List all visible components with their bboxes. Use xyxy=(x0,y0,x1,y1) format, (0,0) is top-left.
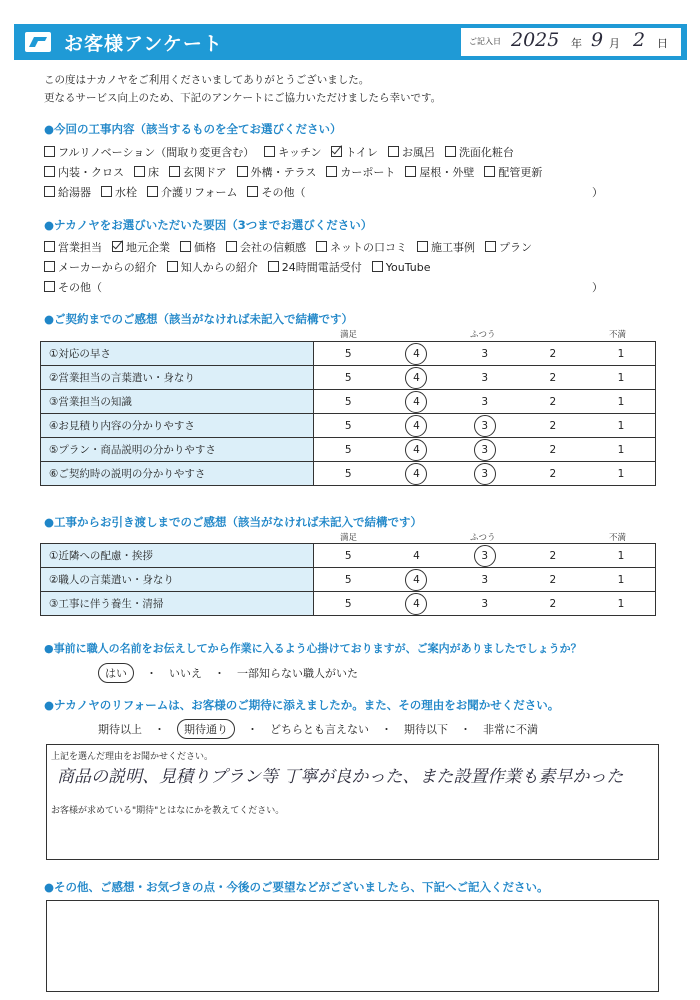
table-row xyxy=(41,568,656,592)
rating-value: 4 xyxy=(405,569,427,591)
rating-cell-4[interactable] xyxy=(382,592,450,616)
checkbox-icon[interactable] xyxy=(44,261,55,272)
checkbox-icon[interactable] xyxy=(226,241,237,252)
rating-value: 5 xyxy=(344,549,352,562)
checkbox-option[interactable] xyxy=(134,164,159,180)
checkbox-label: 価格 xyxy=(194,241,216,254)
intro-line-2: 更なるサービス向上のため、下記のアンケートにご協力いただけましたら幸いです。 xyxy=(44,92,442,104)
checkbox-label: 玄関ドア xyxy=(183,166,227,179)
rating-cell-4[interactable] xyxy=(382,438,450,462)
date-field[interactable] xyxy=(461,28,681,56)
checkbox-label: その他（ xyxy=(58,281,102,294)
checkbox-row xyxy=(44,164,552,180)
checkbox-option[interactable] xyxy=(484,164,542,180)
rating-question: ③工事に伴う養生・清掃 xyxy=(41,592,314,616)
checkbox-icon[interactable] xyxy=(417,241,428,252)
rating-cell-3[interactable] xyxy=(451,342,519,366)
checkbox-label: カーポート xyxy=(340,166,396,179)
rating-question: ③営業担当の知識 xyxy=(41,390,314,414)
reason-handwritten: 商品の説明、見積りプラン等 丁寧が良かった、また設置作業も素早かった xyxy=(57,767,624,787)
table-row xyxy=(41,438,656,462)
rating-value: 1 xyxy=(617,419,625,432)
intro-line-1: この度はナカノヤをご利用くださいましてありがとうございました。 xyxy=(44,74,370,86)
scale-unsatisfied-2: 不満 xyxy=(609,533,627,543)
separator: ・ xyxy=(247,723,258,736)
separator: ・ xyxy=(154,723,165,736)
rating-cell-1[interactable] xyxy=(587,390,656,414)
rating-cell-1[interactable] xyxy=(587,462,656,486)
date-month: 9 xyxy=(591,29,604,51)
rating-cell-3[interactable] xyxy=(451,462,519,486)
checkbox-label: フルリノベーション（間取り変更含む） xyxy=(58,146,255,159)
rating-cell-4[interactable] xyxy=(382,342,450,366)
checkbox-icon[interactable] xyxy=(44,186,55,197)
rating-cell-4[interactable] xyxy=(382,414,450,438)
answer-option[interactable]: はい xyxy=(98,663,134,683)
checkbox-label: 配管更新 xyxy=(498,166,543,179)
checkbox-row xyxy=(44,279,603,295)
rating-cell-2[interactable] xyxy=(519,390,587,414)
rating-cell-1[interactable] xyxy=(587,414,656,438)
scale-neutral: ふつう xyxy=(470,330,496,340)
checkbox-label: お風呂 xyxy=(401,146,435,159)
rating-value: 3 xyxy=(481,371,489,384)
checkbox-label: 水栓 xyxy=(115,186,137,199)
answer-option[interactable]: 非常に不満 xyxy=(483,723,538,736)
checkbox-label: 知人からの紹介 xyxy=(180,261,258,274)
checkbox-option[interactable] xyxy=(44,164,124,180)
date-label: ご記入日 xyxy=(469,37,501,46)
rating-value: 2 xyxy=(549,549,557,562)
checkbox-icon[interactable] xyxy=(372,261,383,272)
rating-question: ②職人の言葉遣い・身なり xyxy=(41,568,314,592)
section-construction-title: ●工事からお引き渡しまでのご感想（該当がなければ未記入で結構です） xyxy=(44,515,423,529)
checkbox-icon[interactable] xyxy=(264,146,275,157)
rating-value: 4 xyxy=(405,367,427,389)
answer-option[interactable]: 期待以下 xyxy=(404,723,448,736)
rating-cell-5[interactable] xyxy=(314,438,383,462)
checkbox-icon[interactable] xyxy=(112,241,123,252)
scale-neutral-2: ふつう xyxy=(470,533,496,543)
rating-value: 3 xyxy=(474,415,496,437)
rating-value: 1 xyxy=(617,597,625,610)
rating-cell-5[interactable] xyxy=(314,544,383,568)
rating-cell-1[interactable] xyxy=(587,544,656,568)
checkbox-label: 給湯器 xyxy=(58,186,91,199)
rating-value: 5 xyxy=(344,597,352,610)
answer-option[interactable]: 期待通り xyxy=(177,719,235,739)
checkbox-option[interactable] xyxy=(268,259,362,275)
checkbox-option[interactable] xyxy=(388,144,435,160)
rating-cell-3[interactable] xyxy=(451,366,519,390)
checkbox-label: 外構・テラス xyxy=(250,166,317,179)
checkbox-icon[interactable] xyxy=(485,241,496,252)
rating-value: 1 xyxy=(617,467,625,480)
checkbox-label: メーカーからの紹介 xyxy=(58,261,157,274)
checkbox-icon[interactable] xyxy=(147,186,158,197)
checkbox-option[interactable] xyxy=(331,144,377,160)
answer-option[interactable]: どちらとも言えない xyxy=(270,723,369,736)
rating-value: 1 xyxy=(617,443,625,456)
checkbox-icon[interactable] xyxy=(44,241,55,252)
rating-cell-3[interactable] xyxy=(451,544,519,568)
rating-value: 3 xyxy=(481,573,489,586)
rating-cell-5[interactable] xyxy=(314,366,383,390)
rating-cell-5[interactable] xyxy=(314,414,383,438)
rating-value: 5 xyxy=(344,371,352,384)
separator: ・ xyxy=(381,723,392,736)
checkbox-option[interactable] xyxy=(226,239,306,255)
checkbox-option[interactable] xyxy=(247,184,305,200)
rating-value: 2 xyxy=(549,371,557,384)
checkbox-icon[interactable] xyxy=(331,146,342,157)
rating-cell-5[interactable] xyxy=(314,342,383,366)
checkbox-label: その他（ xyxy=(261,186,306,199)
expectation-label: お客様が求めている"期待"とはなにかを教えてください。 xyxy=(51,806,285,816)
checkbox-label: 屋根・外壁 xyxy=(419,166,475,179)
rating-cell-5[interactable] xyxy=(314,592,383,616)
rating-value: 2 xyxy=(549,443,557,456)
rating-cell-2[interactable] xyxy=(519,462,587,486)
rating-value: 4 xyxy=(405,343,427,365)
answer-option[interactable]: 一部知らない職人がいた xyxy=(237,667,358,680)
rating-value: 1 xyxy=(617,573,625,586)
checkbox-icon[interactable] xyxy=(167,261,178,272)
rating-cell-3[interactable] xyxy=(451,568,519,592)
rating-cell-2[interactable] xyxy=(519,438,587,462)
rating-value: 5 xyxy=(344,443,352,456)
checkbox-option[interactable] xyxy=(44,144,254,160)
comments-textarea[interactable] xyxy=(46,900,659,992)
checkbox-option[interactable] xyxy=(417,239,475,255)
rating-cell-4[interactable] xyxy=(382,462,450,486)
checkbox-icon[interactable] xyxy=(169,166,180,177)
rating-cell-5[interactable] xyxy=(314,390,383,414)
rating-cell-1[interactable] xyxy=(587,342,656,366)
company-logo-icon xyxy=(24,31,52,53)
separator: ・ xyxy=(460,723,471,736)
rating-value: 4 xyxy=(405,391,427,413)
checkbox-option[interactable] xyxy=(264,144,321,160)
rating-cell-4[interactable] xyxy=(382,544,450,568)
checkbox-label: 内装・クロス xyxy=(58,166,124,179)
rating-value: 4 xyxy=(413,549,420,562)
rating-cell-2[interactable] xyxy=(519,568,587,592)
table-row xyxy=(41,342,656,366)
table-row xyxy=(41,414,656,438)
contract-rating-table xyxy=(40,341,656,486)
table-row xyxy=(41,390,656,414)
rating-question: ①近隣への配慮・挨拶 xyxy=(41,544,314,568)
checkbox-icon[interactable] xyxy=(44,166,55,177)
rating-value: 1 xyxy=(617,347,625,360)
table-row xyxy=(41,366,656,390)
section-contract-title: ●ご契約までのご感想（該当がなければ未記入で結構です） xyxy=(44,312,354,326)
scale-satisfied: 満足 xyxy=(340,330,358,340)
checkbox-icon[interactable] xyxy=(237,166,248,177)
reason-label: 上記を選んだ理由をお聞かせください。 xyxy=(51,752,214,762)
checkbox-icon[interactable] xyxy=(326,166,337,177)
rating-value: 5 xyxy=(344,395,352,408)
table-row xyxy=(41,544,656,568)
section-craftsman-title: ●事前に職人の名前をお伝えしてから作業に入るよう心掛けておりますが、ご案内がありましたでしょうか？ xyxy=(44,642,582,655)
checkbox-option[interactable] xyxy=(147,184,237,200)
checkbox-label: ネットの口コミ xyxy=(330,241,407,254)
section-work-content-title: ●今回の工事内容（該当するものを全てお選びください） xyxy=(44,122,342,136)
rating-value: 2 xyxy=(549,597,557,610)
section-reason-title: ●ナカノヤをお選びいただいた要因（3つまでお選びください） xyxy=(44,218,373,232)
section-expectation-title: ●ナカノヤのリフォームは、お客様のご期待に添えましたか。また、その理由をお聞かせください。 xyxy=(44,698,560,712)
rating-value: 3 xyxy=(474,545,496,567)
checkbox-option[interactable] xyxy=(101,184,137,200)
rating-cell-4[interactable] xyxy=(382,390,450,414)
checkbox-label: プラン xyxy=(499,241,532,254)
table-row xyxy=(41,592,656,616)
checkbox-option[interactable] xyxy=(445,144,514,160)
checkbox-icon[interactable] xyxy=(268,261,279,272)
checkbox-label: 地元企業 xyxy=(126,241,170,254)
answer-option[interactable]: 期待以上 xyxy=(98,723,142,736)
date-year: 2025 xyxy=(511,29,560,51)
checkbox-option[interactable] xyxy=(180,239,216,255)
rating-question: ⑥ご契約時の説明の分かりやすさ xyxy=(41,462,314,486)
rating-question: ⑤プラン・商品説明の分かりやすさ xyxy=(41,438,314,462)
checkbox-row xyxy=(44,184,603,200)
day-unit: 日 xyxy=(657,37,668,50)
checkbox-label: 介護リフォーム xyxy=(161,186,238,199)
checkbox-option[interactable] xyxy=(326,164,395,180)
checkbox-option[interactable] xyxy=(167,259,258,275)
construction-rating-table xyxy=(40,543,656,616)
reason-textarea[interactable] xyxy=(46,744,659,860)
section-comments-title: ●その他、ご感想・お気づきの点・今後のご要望などがございましたら、下記へご記入ください。 xyxy=(44,880,549,894)
checkbox-icon[interactable] xyxy=(247,186,258,197)
rating-cell-1[interactable] xyxy=(587,438,656,462)
rating-value: 4 xyxy=(405,439,427,461)
checkbox-row xyxy=(44,144,524,160)
close-paren: ） xyxy=(592,281,603,294)
table-row xyxy=(41,462,656,486)
checkbox-icon[interactable] xyxy=(405,166,416,177)
rating-value: 4 xyxy=(405,593,427,615)
rating-value: 4 xyxy=(405,463,427,485)
checkbox-option[interactable] xyxy=(44,239,102,255)
checkbox-option[interactable] xyxy=(405,164,474,180)
rating-cell-2[interactable] xyxy=(519,414,587,438)
rating-value: 2 xyxy=(549,347,557,360)
rating-value: 5 xyxy=(344,419,352,432)
rating-value: 3 xyxy=(481,597,489,610)
rating-cell-1[interactable] xyxy=(587,592,656,616)
checkbox-option[interactable] xyxy=(44,259,157,275)
close-paren: ） xyxy=(592,186,603,199)
rating-value: 2 xyxy=(549,395,557,408)
rating-value: 3 xyxy=(474,463,496,485)
rating-cell-4[interactable] xyxy=(382,366,450,390)
checkbox-label: 洗面化粧台 xyxy=(458,146,514,159)
checkbox-row xyxy=(44,239,542,255)
rating-cell-1[interactable] xyxy=(587,568,656,592)
rating-cell-3[interactable] xyxy=(451,414,519,438)
rating-question: ②営業担当の言葉遣い・身なり xyxy=(41,366,314,390)
answer-option[interactable]: いいえ xyxy=(169,667,202,680)
craftsman-answer-options xyxy=(98,663,358,683)
rating-cell-5[interactable] xyxy=(314,462,383,486)
rating-cell-2[interactable] xyxy=(519,544,587,568)
rating-value: 5 xyxy=(344,573,352,586)
checkbox-label: キッチン xyxy=(278,146,322,159)
rating-cell-5[interactable] xyxy=(314,568,383,592)
rating-value: 3 xyxy=(481,395,489,408)
checkbox-label: 24時間電話受付 xyxy=(281,261,362,274)
rating-value: 1 xyxy=(617,395,625,408)
rating-cell-2[interactable] xyxy=(519,342,587,366)
checkbox-label: 営業担当 xyxy=(58,241,102,254)
rating-value: 2 xyxy=(549,467,557,480)
rating-value: 2 xyxy=(549,419,557,432)
checkbox-row xyxy=(44,259,441,275)
checkbox-option[interactable] xyxy=(237,164,317,180)
date-day: 2 xyxy=(633,29,646,51)
checkbox-label: トイレ xyxy=(345,146,378,159)
rating-cell-2[interactable] xyxy=(519,366,587,390)
checkbox-icon[interactable] xyxy=(484,166,495,177)
rating-cell-3[interactable] xyxy=(451,592,519,616)
checkbox-option[interactable] xyxy=(372,261,431,274)
rating-value: 3 xyxy=(474,439,496,461)
rating-cell-4[interactable] xyxy=(382,568,450,592)
rating-value: 1 xyxy=(617,549,625,562)
checkbox-option[interactable] xyxy=(44,184,91,200)
checkbox-label: 床 xyxy=(148,166,159,179)
checkbox-option[interactable] xyxy=(316,239,407,255)
rating-cell-3[interactable] xyxy=(451,390,519,414)
checkbox-icon[interactable] xyxy=(44,281,55,292)
rating-cell-3[interactable] xyxy=(451,438,519,462)
checkbox-option[interactable] xyxy=(112,239,170,255)
page-title: お客様アンケート xyxy=(64,33,223,55)
checkbox-option[interactable] xyxy=(44,279,102,295)
rating-question: ①対応の早さ xyxy=(41,342,314,366)
year-unit: 年 xyxy=(571,37,582,50)
checkbox-option[interactable] xyxy=(169,164,227,180)
rating-value: 2 xyxy=(549,573,557,586)
rating-cell-1[interactable] xyxy=(587,366,656,390)
scale-unsatisfied: 不満 xyxy=(609,330,627,340)
checkbox-icon[interactable] xyxy=(44,146,55,157)
expectation-answer-options xyxy=(98,719,538,739)
rating-value: 5 xyxy=(344,467,352,480)
checkbox-icon[interactable] xyxy=(101,186,112,197)
month-unit: 月 xyxy=(609,37,620,50)
scale-satisfied-2: 満足 xyxy=(340,533,358,543)
checkbox-icon[interactable] xyxy=(134,166,145,177)
separator: ・ xyxy=(146,667,157,680)
checkbox-option[interactable] xyxy=(485,239,532,255)
rating-value: 5 xyxy=(344,347,352,360)
separator: ・ xyxy=(214,667,225,680)
rating-value: 4 xyxy=(405,415,427,437)
rating-value: 3 xyxy=(481,347,489,360)
header-bar xyxy=(14,24,687,60)
checkbox-icon[interactable] xyxy=(388,146,399,157)
checkbox-icon[interactable] xyxy=(180,241,191,252)
checkbox-label: 会社の信頼感 xyxy=(240,241,306,254)
checkbox-icon[interactable] xyxy=(445,146,456,157)
checkbox-label: 施工事例 xyxy=(431,241,475,254)
checkbox-icon[interactable] xyxy=(316,241,327,252)
rating-question: ④お見積り内容の分かりやすさ xyxy=(41,414,314,438)
checkbox-label: YouTube xyxy=(385,261,431,274)
rating-value: 1 xyxy=(617,371,625,384)
rating-cell-2[interactable] xyxy=(519,592,587,616)
